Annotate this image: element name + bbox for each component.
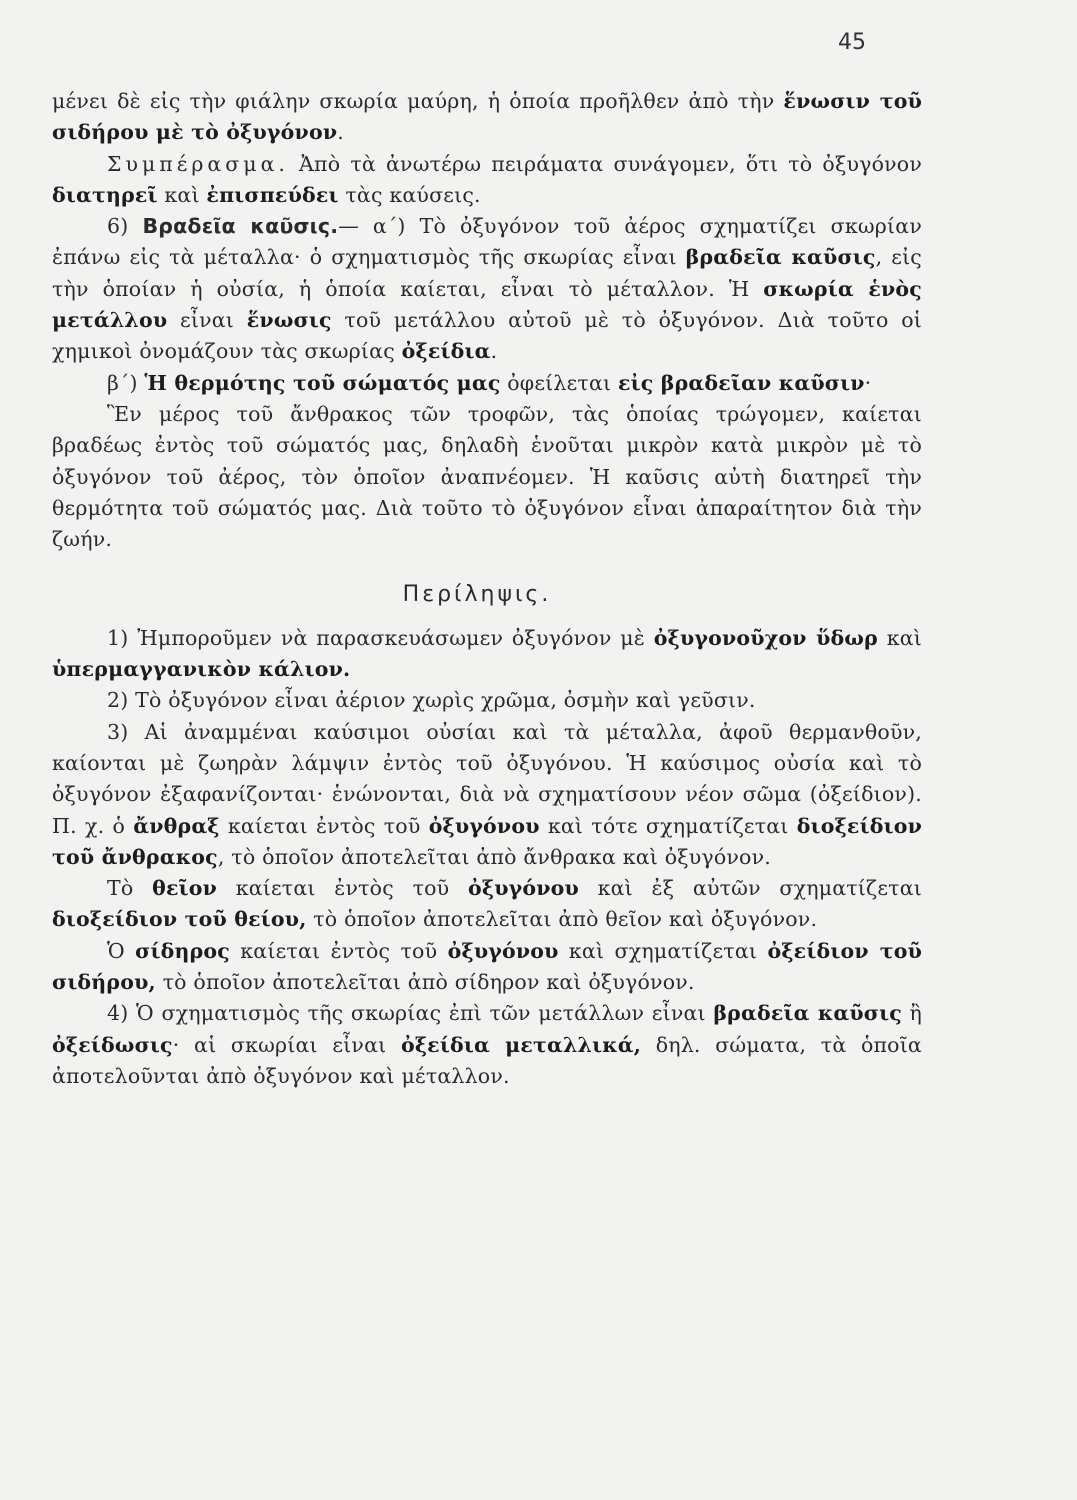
summary-item-3: 3) Αἱ ἀναμμέναι καύσιμοι οὐσίαι καὶ τὰ μέταλλα, ἀφοῦ θερμανθοῦν, καίονται μὲ ζωηρὰν λάμψιν ἐντὸς τοῦ ὀξυγόνου. Ἡ καύσιμος οὐσία καὶ τὸ ὀξυγόνον ἐξαφανίζονται· ἑνώνονται, διὰ νὰ σχηματίσουν νέον σῶμα (ὀξείδιον). Π. χ. ὁ ἄνθραξ καίεται ἐντὸς τοῦ ὀξυγόνου καὶ τότε σχηματίζεται διοξείδιον τοῦ ἄνθρακος, τὸ ὁποῖον ἀποτελεῖται ἀπὸ ἄνθρακα καὶ ὀξυγόνον.	[52, 719, 922, 869]
paragraph-conclusion: Συμπέρασμα. Ἀπὸ τὰ ἀνωτέρω πειράματα συνάγομεν, ὅτι τὸ ὀξυγόνον διατηρεῖ καὶ ἐπισπεύδει τὰς καύσεις.	[52, 151, 922, 207]
summary-item-3-iron: Ὁ σίδηρος καίεται ἐντὸς τοῦ ὀξυγόνου καὶ σχηματίζεται ὀξείδιον τοῦ σιδήρου, τὸ ὁποῖον ἀποτελεῖται ἀπὸ σίδηρον καὶ ὀξυγόνον.	[52, 938, 922, 995]
paragraph-body-heat: β΄) Ἡ θερμότης τοῦ σώματός μας ὀφείλεται εἰς βραδεῖαν καῦσιν·	[107, 370, 872, 395]
section-heading-slow-combustion: Βραδεῖα καῦσις.	[142, 214, 339, 239]
summary-item-3-sulfur: Τὸ θεῖον καίεται ἐντὸς τοῦ ὀξυγόνου καὶ ἐξ αὐτῶν σχηματίζεται διοξείδιον τοῦ θείου, τὸ ὁποῖον ἀποτελεῖται ἀπὸ θεῖον καὶ ὀξυγόνον.	[52, 876, 922, 932]
summary-item-2: 2) Τὸ ὀξυγόνον εἶναι ἀέριον χωρὶς χρῶμα, ὀσμὴν καὶ γεῦσιν.	[107, 688, 756, 713]
paragraph-slow-combustion: 6) Βραδεῖα καῦσις.— α΄) Τὸ ὀξυγόνον τοῦ ἀέρος σχηματίζει σκωρίαν ἐπάνω εἰς τὰ μέταλλα· ὁ σχηματισμὸς τῆς σκωρίας εἶναι βραδεῖα καῦσις, εἰς τὴν ὁποίαν ἡ οὐσία, ἡ ὁποία καίεται, εἶναι τὸ μέταλλον. Ἡ σκωρία ἑνὸς μετάλλου εἶναι ἕνωσις τοῦ μετάλλου αὐτοῦ μὲ τὸ ὀξυγόνον. Διὰ τοῦτο οἱ χημικοὶ ὀνομάζουν τὰς σκωρίας ὀξείδια.	[52, 214, 922, 364]
summary-heading: Περίληψις.	[402, 582, 552, 608]
summary-item-1: 1) Ἠμποροῦμεν νὰ παρασκευάσωμεν ὀξυγόνον μὲ ὀξυγονοῦχον ὕδωρ καὶ ὑπερμαγγανικὸν κάλιον.	[52, 625, 922, 682]
page-number: 45	[838, 30, 866, 55]
paragraph-food-carbon: Ἓν μέρος τοῦ ἄνθρακος τῶν τροφῶν, τὰς ὁποίας τρώγομεν, καίεται βραδέως ἐντὸς τοῦ σώματός μας, δηλαδὴ ἑνοῦται μικρὸν κατὰ μικρὸν μὲ τὸ ὀξυγόνον τοῦ ἀέρος, τὸν ὁποῖον ἀναπνέομεν. Ἡ καῦσις αὐτὴ διατηρεῖ τὴν θερμότητα τοῦ σώματός μας. Διὰ τοῦτο τὸ ὀξυγόνον εἶναι ἀπαραίτητον διὰ τὴν ζωήν.	[52, 401, 922, 552]
paragraph-1: μένει δὲ εἰς τὴν φιάλην σκωρία μαύρη, ἡ ὁποία προῆλθεν ἀπὸ τὴν ἕνωσιν τοῦ σιδήρου μὲ τὸ ὀξυγόνον.	[52, 89, 923, 145]
summary-item-4: 4) Ὁ σχηματισμὸς τῆς σκωρίας ἐπὶ τῶν μετάλλων εἶναι βραδεῖα καῦσις ἢ ὀξείδωσις· αἱ σκωρίαι εἶναι ὀξείδια μεταλλικά, δηλ. σώματα, τὰ ὁποῖα ἀποτελοῦνται ἀπὸ ὀξυγόνον καὶ μέταλλον.	[52, 1001, 922, 1088]
body-text	[52, 86, 922, 1092]
